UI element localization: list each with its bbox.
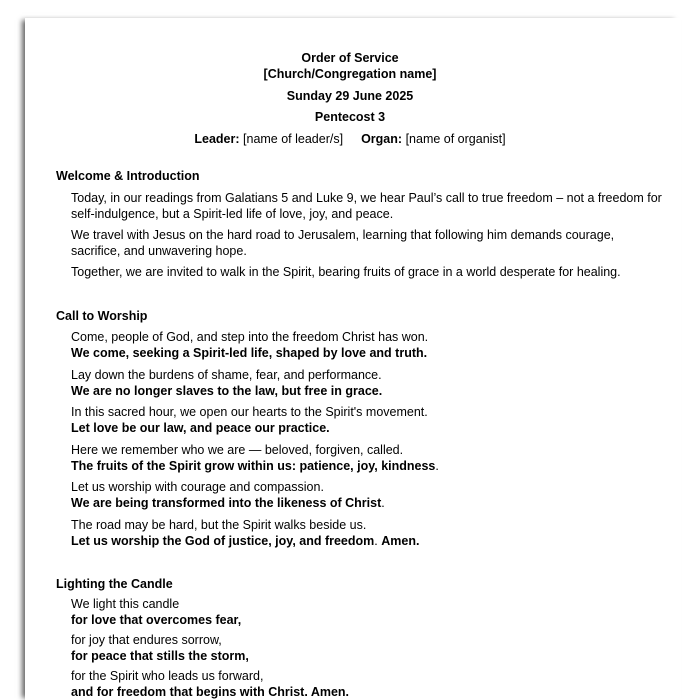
liturgical-occasion: Pentecost 3 (314, 110, 386, 124)
call-to-worship-section (56, 308, 681, 549)
people-response-line: for love that overcomes fear, (71, 613, 242, 627)
document-page (25, 18, 681, 700)
candle-pair (56, 596, 681, 628)
congregation-name: [Church/Congregation name] (263, 67, 437, 81)
leader-line: The road may be hard, but the Spirit walks beside us. (71, 517, 367, 532)
call-response-exchange (56, 517, 681, 549)
organ-label: Organ: (361, 132, 403, 146)
section-heading-call-to-worship: Call to Worship (56, 309, 148, 323)
response-end-punctuation: . (374, 533, 378, 548)
section-heading-lighting-candle: Lighting the Candle (56, 577, 173, 591)
call-response-exchange (56, 479, 681, 511)
leader-label: Leader: (194, 132, 240, 146)
paragraph-line: Today, in our readings from Galatians 5 and Luke 9, we hear Paul’s call to true freedom – not a freedom for (71, 191, 662, 205)
leader-value: [name of leader/s] (243, 132, 344, 146)
candle-pair (56, 668, 681, 700)
people-response-line: Let love be our law, and peace our practice. (71, 421, 330, 435)
call-response-exchange (56, 367, 681, 399)
people-response-text: The fruits of the Spirit grow within us: patience, joy, kindness (71, 458, 436, 473)
people-response-line: for peace that stills the storm, (71, 649, 249, 663)
welcome-section (56, 168, 681, 280)
leader-line: Come, people of God, and step into the freedom Christ has won. (71, 330, 429, 344)
section-heading-welcome: Welcome & Introduction (56, 169, 200, 183)
people-response-line (71, 458, 681, 474)
paragraph-line: sacrifice, and unwavering hope. (71, 244, 247, 258)
people-response-line (71, 533, 681, 549)
welcome-paragraph (56, 190, 681, 222)
call-response-exchange (56, 404, 681, 436)
people-response-text: We are being transformed into the likeness of Christ (71, 496, 382, 510)
paragraph-line: Together, we are invited to walk in the Spirit, bearing fruits of grace in a world desperate for healing. (71, 265, 621, 279)
people-response-line: and for freedom that begins with Christ. Amen. (71, 685, 350, 699)
leader-line: Lay down the burdens of shame, fear, and performance. (71, 367, 382, 382)
response-end-punctuation: . (435, 458, 439, 473)
organ-value: [name of organist] (405, 132, 506, 146)
response-end-punctuation: . (381, 496, 385, 510)
paragraph-line: self-indulgence, but a Spirit-led life of love, joy, and peace. (71, 207, 394, 221)
leader-line: In this sacred hour, we open our hearts to the Spirit's movement. (71, 405, 428, 419)
people-response-text: Let us worship the God of justice, joy, and freedom (71, 533, 375, 548)
people-response-line (71, 495, 681, 511)
welcome-paragraph (56, 227, 681, 259)
leader-line: Let us worship with courage and compassion. (71, 480, 324, 494)
call-response-exchange (56, 442, 681, 474)
service-header (25, 50, 675, 147)
leader-line: for joy that endures sorrow, (71, 633, 222, 647)
document-title: Order of Service (301, 51, 399, 65)
call-response-exchange (56, 329, 681, 361)
service-date: Sunday 29 June 2025 (286, 89, 414, 103)
leader-line: for the Spirit who leads us forward, (71, 669, 264, 683)
amen-text: Amen. (381, 533, 420, 548)
people-response-line: We are no longer slaves to the law, but free in grace. (71, 383, 383, 398)
leader-line: We light this candle (71, 597, 180, 611)
leader-line: Here we remember who we are — beloved, forgiven, called. (71, 442, 404, 457)
candle-pair (56, 632, 681, 664)
welcome-paragraph (56, 264, 681, 280)
lighting-candle-section (56, 576, 681, 700)
paragraph-line: We travel with Jesus on the hard road to Jerusalem, learning that following him demands courage, (71, 228, 615, 242)
people-response-line: We come, seeking a Spirit-led life, shaped by love and truth. (71, 346, 428, 360)
leaders-line (25, 131, 675, 147)
